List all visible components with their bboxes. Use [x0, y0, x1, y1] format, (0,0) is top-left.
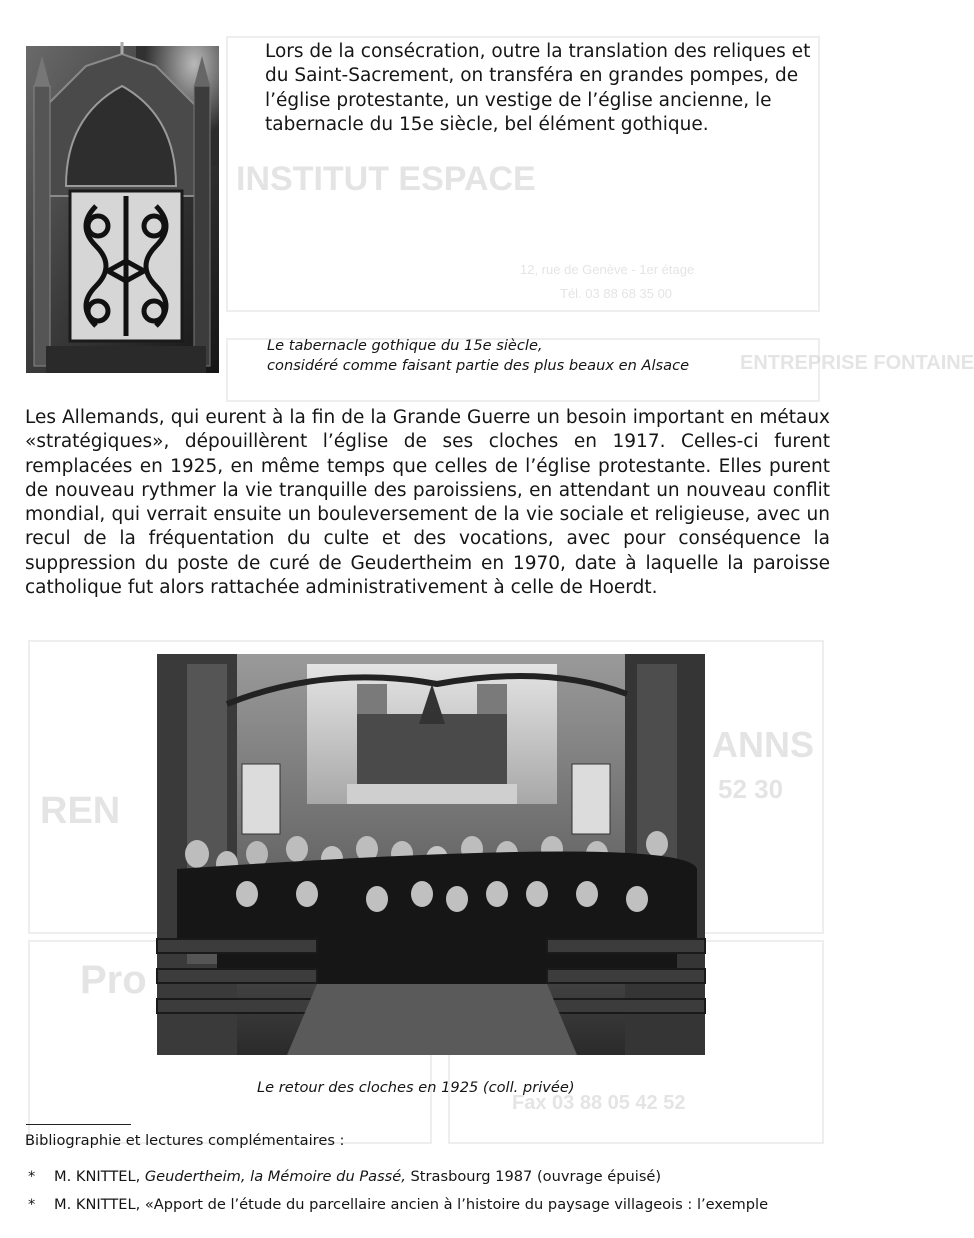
show-through-text: Pro [80, 958, 147, 1002]
tabernacle-photo [26, 46, 219, 373]
entry-author: M. KNITTEL, [54, 1168, 145, 1185]
show-through-text: Fax 03 88 05 42 52 [512, 1092, 686, 1114]
show-through-text: Tél. 03 88 68 35 00 [560, 286, 673, 301]
bullet-asterisk: * [28, 1196, 36, 1213]
entry-details: «Apport de l’étude du parcellaire ancien à l’histoire du paysage villageois : l’exemple [144, 1196, 769, 1213]
intro-paragraph: Lors de la consécration, outre la translation des reliques et du Saint-Sacrement, on transféra en grandes pompes, de l’église protestante, un vestige de l’église ancienne, le tabernacle du 15e siècle, bel élément gothique. [265, 41, 811, 135]
entry-details: Strasbourg 1987 (ouvrage épuisé) [405, 1168, 662, 1185]
bibliography-entry [28, 1168, 661, 1185]
show-through-text: REN [40, 790, 121, 832]
show-through-text: INSTITUT ESPACE [236, 160, 536, 198]
show-through-text: 52 30 [718, 774, 784, 804]
tabernacle-caption-line-2: considéré comme faisant partie des plus beaux en Alsace [267, 357, 690, 374]
tabernacle-caption [267, 336, 737, 376]
church-group-illustration [157, 654, 705, 1055]
show-through-text: 12, rue de Genève - 1er étage [520, 262, 695, 277]
show-through-text: ANNS [712, 724, 815, 765]
show-through-text: ENTREPRISE FONTAINE [740, 352, 974, 374]
bullet-asterisk: * [28, 1168, 36, 1185]
bibliography-entry [28, 1196, 768, 1213]
entry-title: Geudertheim, la Mémoire du Passé, [144, 1168, 406, 1185]
church-group-photo [157, 654, 705, 1055]
tabernacle-caption-line-1: Le tabernacle gothique du 15e siècle, [267, 337, 543, 354]
tabernacle-illustration [26, 46, 219, 373]
footnote-separator [26, 1124, 131, 1125]
main-paragraph: Les Allemands, qui eurent à la fin de la Grande Guerre un besoin important en métaux «stratégiques», dépouillèrent l’église de ses cloches en 1917. Celles-ci furent remplacées en 1925, en même temps que celles de l’église protestante. Elles purent de nouveau rythmer la vie tranquille des paroissiens, en attendant un nouveau conflit mondial, qui verrait ensuite un bouleversement de la vie sociale et religieuse, avec un recul de la fréquentation du culte et des vocations, avec pour conséquence la suppression du poste de curé de Geudertheim en 1970, date à laquelle la paroisse catholique fut alors rattachée administrativement à celle de Hoerdt. [25, 407, 830, 599]
bibliography-heading: Bibliographie et lectures complémentaires : [25, 1132, 345, 1149]
entry-author: M. KNITTEL, [54, 1196, 145, 1213]
cloches-caption: Le retour des cloches en 1925 (coll. privée) [257, 1079, 575, 1096]
